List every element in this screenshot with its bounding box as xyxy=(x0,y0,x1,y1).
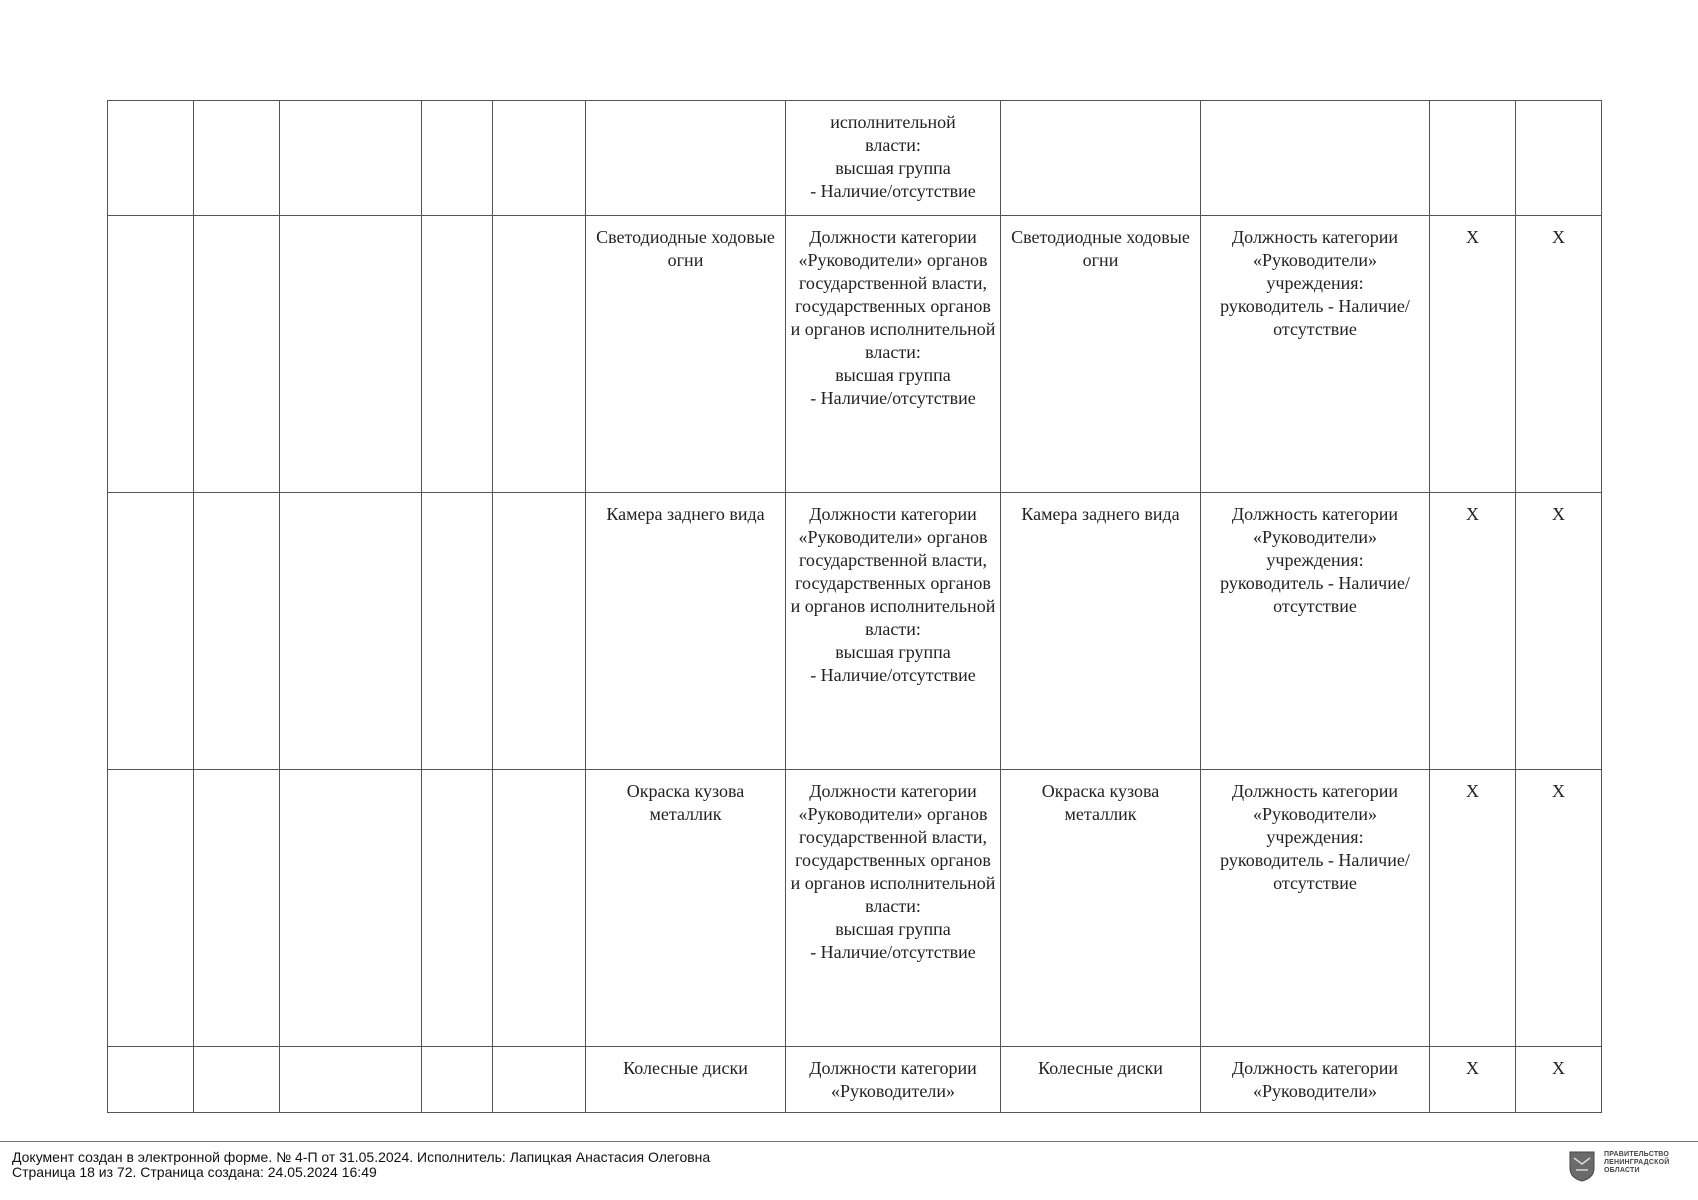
table-cell: Окраска кузова металлик xyxy=(586,770,786,1047)
table-row xyxy=(108,493,1602,770)
table-cell: Должность категории «Руководители» xyxy=(1201,1047,1430,1113)
table-cell xyxy=(1001,101,1201,216)
table-cell xyxy=(586,101,786,216)
table-cell: Светодиодные ходовые огни xyxy=(1001,216,1201,493)
table-cell: Колесные диски xyxy=(586,1047,786,1113)
footer-page-info: Страница 18 из 72. Страница создана: 24.05.2024 16:49 xyxy=(12,1164,377,1180)
logo-line: ОБЛАСТИ xyxy=(1604,1167,1640,1174)
table-cell: X xyxy=(1430,493,1516,770)
table-cell xyxy=(422,770,493,1047)
table-cell xyxy=(108,216,194,493)
table-cell xyxy=(422,1047,493,1113)
table-cell xyxy=(493,216,586,493)
table-cell xyxy=(493,770,586,1047)
table-cell xyxy=(280,1047,422,1113)
table-cell xyxy=(194,101,280,216)
table-cell xyxy=(1201,101,1430,216)
table-cell xyxy=(108,493,194,770)
table-cell: Должности категории «Руководители» органов государственной власти, государственных органов и органов исполнительной власти: высшая группа - Наличие/отсутствие xyxy=(786,493,1001,770)
table-cell: X xyxy=(1516,493,1602,770)
table-cell xyxy=(493,1047,586,1113)
footer-divider xyxy=(0,1141,1698,1142)
table-cell: Колесные диски xyxy=(1001,1047,1201,1113)
table-cell: X xyxy=(1430,770,1516,1047)
table-cell: Должность категории «Руководители» учреждения: руководитель - Наличие/отсутствие xyxy=(1201,770,1430,1047)
table-row xyxy=(108,101,1602,216)
table-cell xyxy=(280,493,422,770)
table-cell: Должности категории «Руководители» органов государственной власти, государственных органов и органов исполнительной власти: высшая группа - Наличие/отсутствие xyxy=(786,770,1001,1047)
table-cell xyxy=(493,493,586,770)
table-cell xyxy=(422,216,493,493)
table-cell xyxy=(194,493,280,770)
table-row xyxy=(108,1047,1602,1113)
document-footer xyxy=(12,1150,710,1180)
table-cell xyxy=(194,1047,280,1113)
logo-line: ПРАВИТЕЛЬСТВО xyxy=(1604,1151,1670,1158)
table-cell: X xyxy=(1430,216,1516,493)
table-cell: Должности категории «Руководители» органов государственной власти, государственных органов и органов исполнительной власти: высшая группа - Наличие/отсутствие xyxy=(786,216,1001,493)
table-cell: Камера заднего вида xyxy=(1001,493,1201,770)
table-cell: X xyxy=(1430,1047,1516,1113)
table-cell xyxy=(280,770,422,1047)
table-cell xyxy=(1430,101,1516,216)
document-table xyxy=(107,100,1602,1113)
table-cell xyxy=(422,493,493,770)
table-row xyxy=(108,216,1602,493)
coat-of-arms-icon xyxy=(1568,1150,1596,1182)
table-cell: Должности категории «Руководители» xyxy=(786,1047,1001,1113)
table-cell xyxy=(108,1047,194,1113)
table-cell: исполнительной власти: высшая группа - Наличие/отсутствие xyxy=(786,101,1001,216)
table-cell xyxy=(1516,101,1602,216)
table-cell xyxy=(493,101,586,216)
table-cell: X xyxy=(1516,770,1602,1047)
table-cell: X xyxy=(1516,1047,1602,1113)
footer-document-info: Документ создан в электронной форме. № 4-П от 31.05.2024. Исполнитель: Лапицкая Анастасия Олеговна xyxy=(12,1149,711,1165)
table-cell: X xyxy=(1516,216,1602,493)
table-cell xyxy=(194,770,280,1047)
government-logo-text xyxy=(1604,1151,1669,1175)
logo-line: ЛЕНИНГРАДСКОЙ xyxy=(1604,1159,1670,1166)
table-cell: Окраска кузова металлик xyxy=(1001,770,1201,1047)
table-cell xyxy=(280,216,422,493)
table-cell: Камера заднего вида xyxy=(586,493,786,770)
table-row xyxy=(108,770,1602,1047)
table-cell xyxy=(108,770,194,1047)
table-cell xyxy=(280,101,422,216)
table-cell: Светодиодные ходовые огни xyxy=(586,216,786,493)
table-cell xyxy=(422,101,493,216)
table-cell xyxy=(194,216,280,493)
table-cell: Должность категории «Руководители» учреждения: руководитель - Наличие/отсутствие xyxy=(1201,216,1430,493)
table-cell xyxy=(108,101,194,216)
table-cell: Должность категории «Руководители» учреждения: руководитель - Наличие/отсутствие xyxy=(1201,493,1430,770)
